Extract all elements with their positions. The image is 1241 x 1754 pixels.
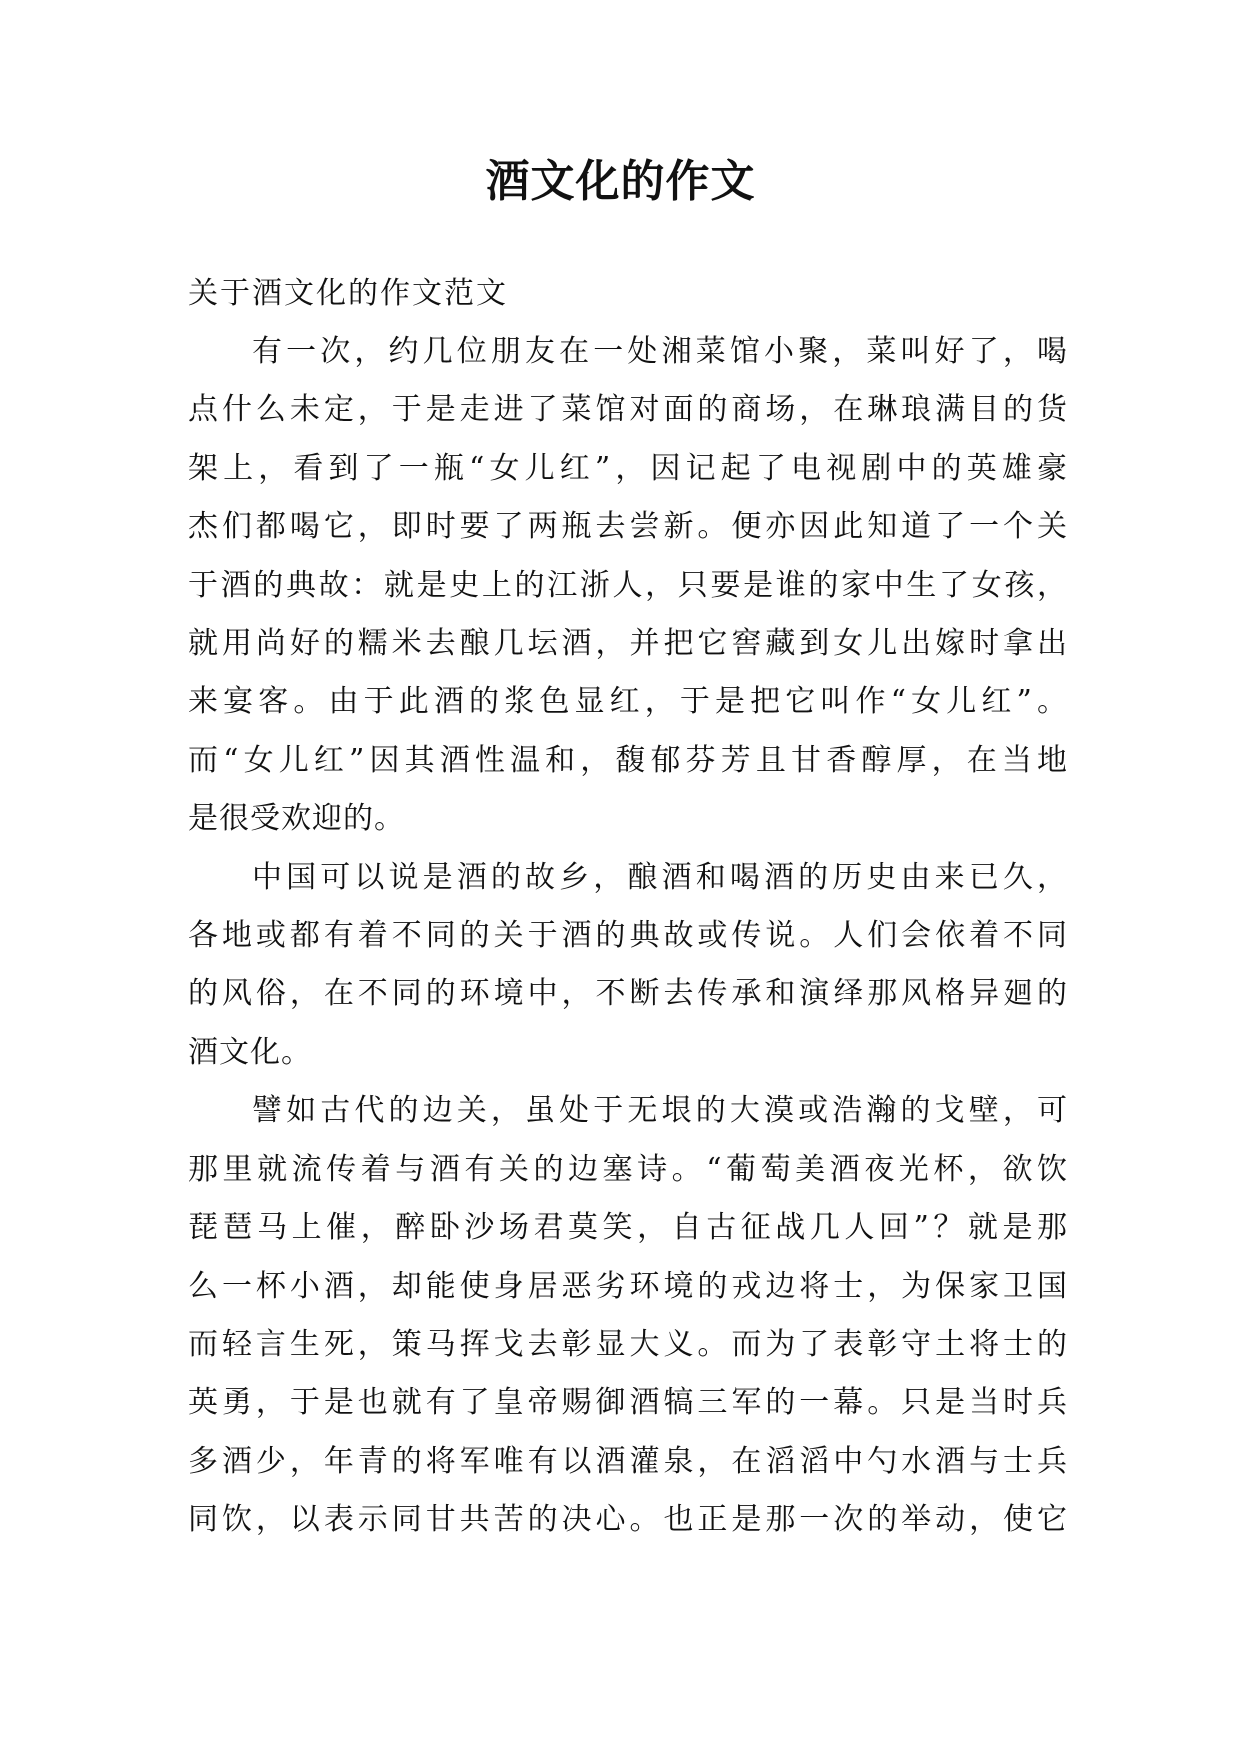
paragraph-3: [188, 1082, 1068, 1549]
text-line: 譬如古代的边关，虽处于无垠的大漠或浩瀚的戈壁，可: [252, 1093, 1068, 1129]
text-line: 酒文化。: [188, 1034, 312, 1070]
text-line: 同饮，以表示同甘共苦的决心。也正是那一次的举动，使它: [188, 1502, 1068, 1538]
text-line: 么一杯小酒，却能使身居恶劣环境的戎边将士，为保家卫国: [188, 1268, 1068, 1304]
text-line: 于酒的典故：就是史上的江浙人，只要是谁的家中生了女孩，: [188, 567, 1068, 603]
document-subtitle: 关于酒文化的作文范文: [188, 276, 508, 311]
text-line: 就用尚好的糯米去酿几坛酒，并把它窖藏到女儿出嫁时拿出: [188, 626, 1068, 662]
text-line: 的风俗，在不同的环境中，不断去传承和演绎那风格异廻的: [188, 976, 1068, 1012]
text-line: 杰们都喝它，即时要了两瓶去尝新。便亦因此知道了一个关: [188, 509, 1068, 545]
text-line: 那里就流传着与酒有关的边塞诗。“葡萄美酒夜光杯，欲饮: [188, 1151, 1068, 1187]
text-line: 中国可以说是酒的故乡，酿酒和喝酒的历史由来已久，: [252, 859, 1068, 895]
paragraph-2: [188, 849, 1068, 1083]
text-line: 英勇，于是也就有了皇帝赐御酒犒三军的一幕。只是当时兵: [188, 1385, 1068, 1421]
text-line: 而“女儿红”因其酒性温和，馥郁芬芳且甘香醇厚，在当地: [188, 742, 1068, 778]
text-line: 点什么未定，于是走进了菜馆对面的商场，在琳琅满目的货: [188, 392, 1068, 428]
text-line: 各地或都有着不同的关于酒的典故或传说。人们会依着不同: [188, 918, 1068, 954]
text-line: 多酒少，年青的将军唯有以酒灌泉，在滔滔中勺水酒与士兵: [188, 1443, 1068, 1479]
text-line: 架上，看到了一瓶“女儿红”，因记起了电视剧中的英雄豪: [188, 450, 1068, 486]
document-body: [188, 265, 1068, 1550]
text-line: 琵琶马上催，醉卧沙场君莫笑，自古征战几人回”？就是那: [188, 1210, 1068, 1246]
text-line: 有一次，约几位朋友在一处湘菜馆小聚，菜叫好了，喝: [252, 334, 1068, 369]
text-line: 是很受欢迎的。: [188, 801, 405, 837]
text-line: 来宴客。由于此酒的浆色显红，于是把它叫作“女儿红”。: [188, 684, 1068, 720]
document-title: 酒文化的作文: [485, 156, 756, 207]
paragraph-1: [188, 323, 1068, 849]
text-line: 而轻言生死，策马挥戈去彰显大义。而为了表彰守土将士的: [188, 1326, 1068, 1362]
